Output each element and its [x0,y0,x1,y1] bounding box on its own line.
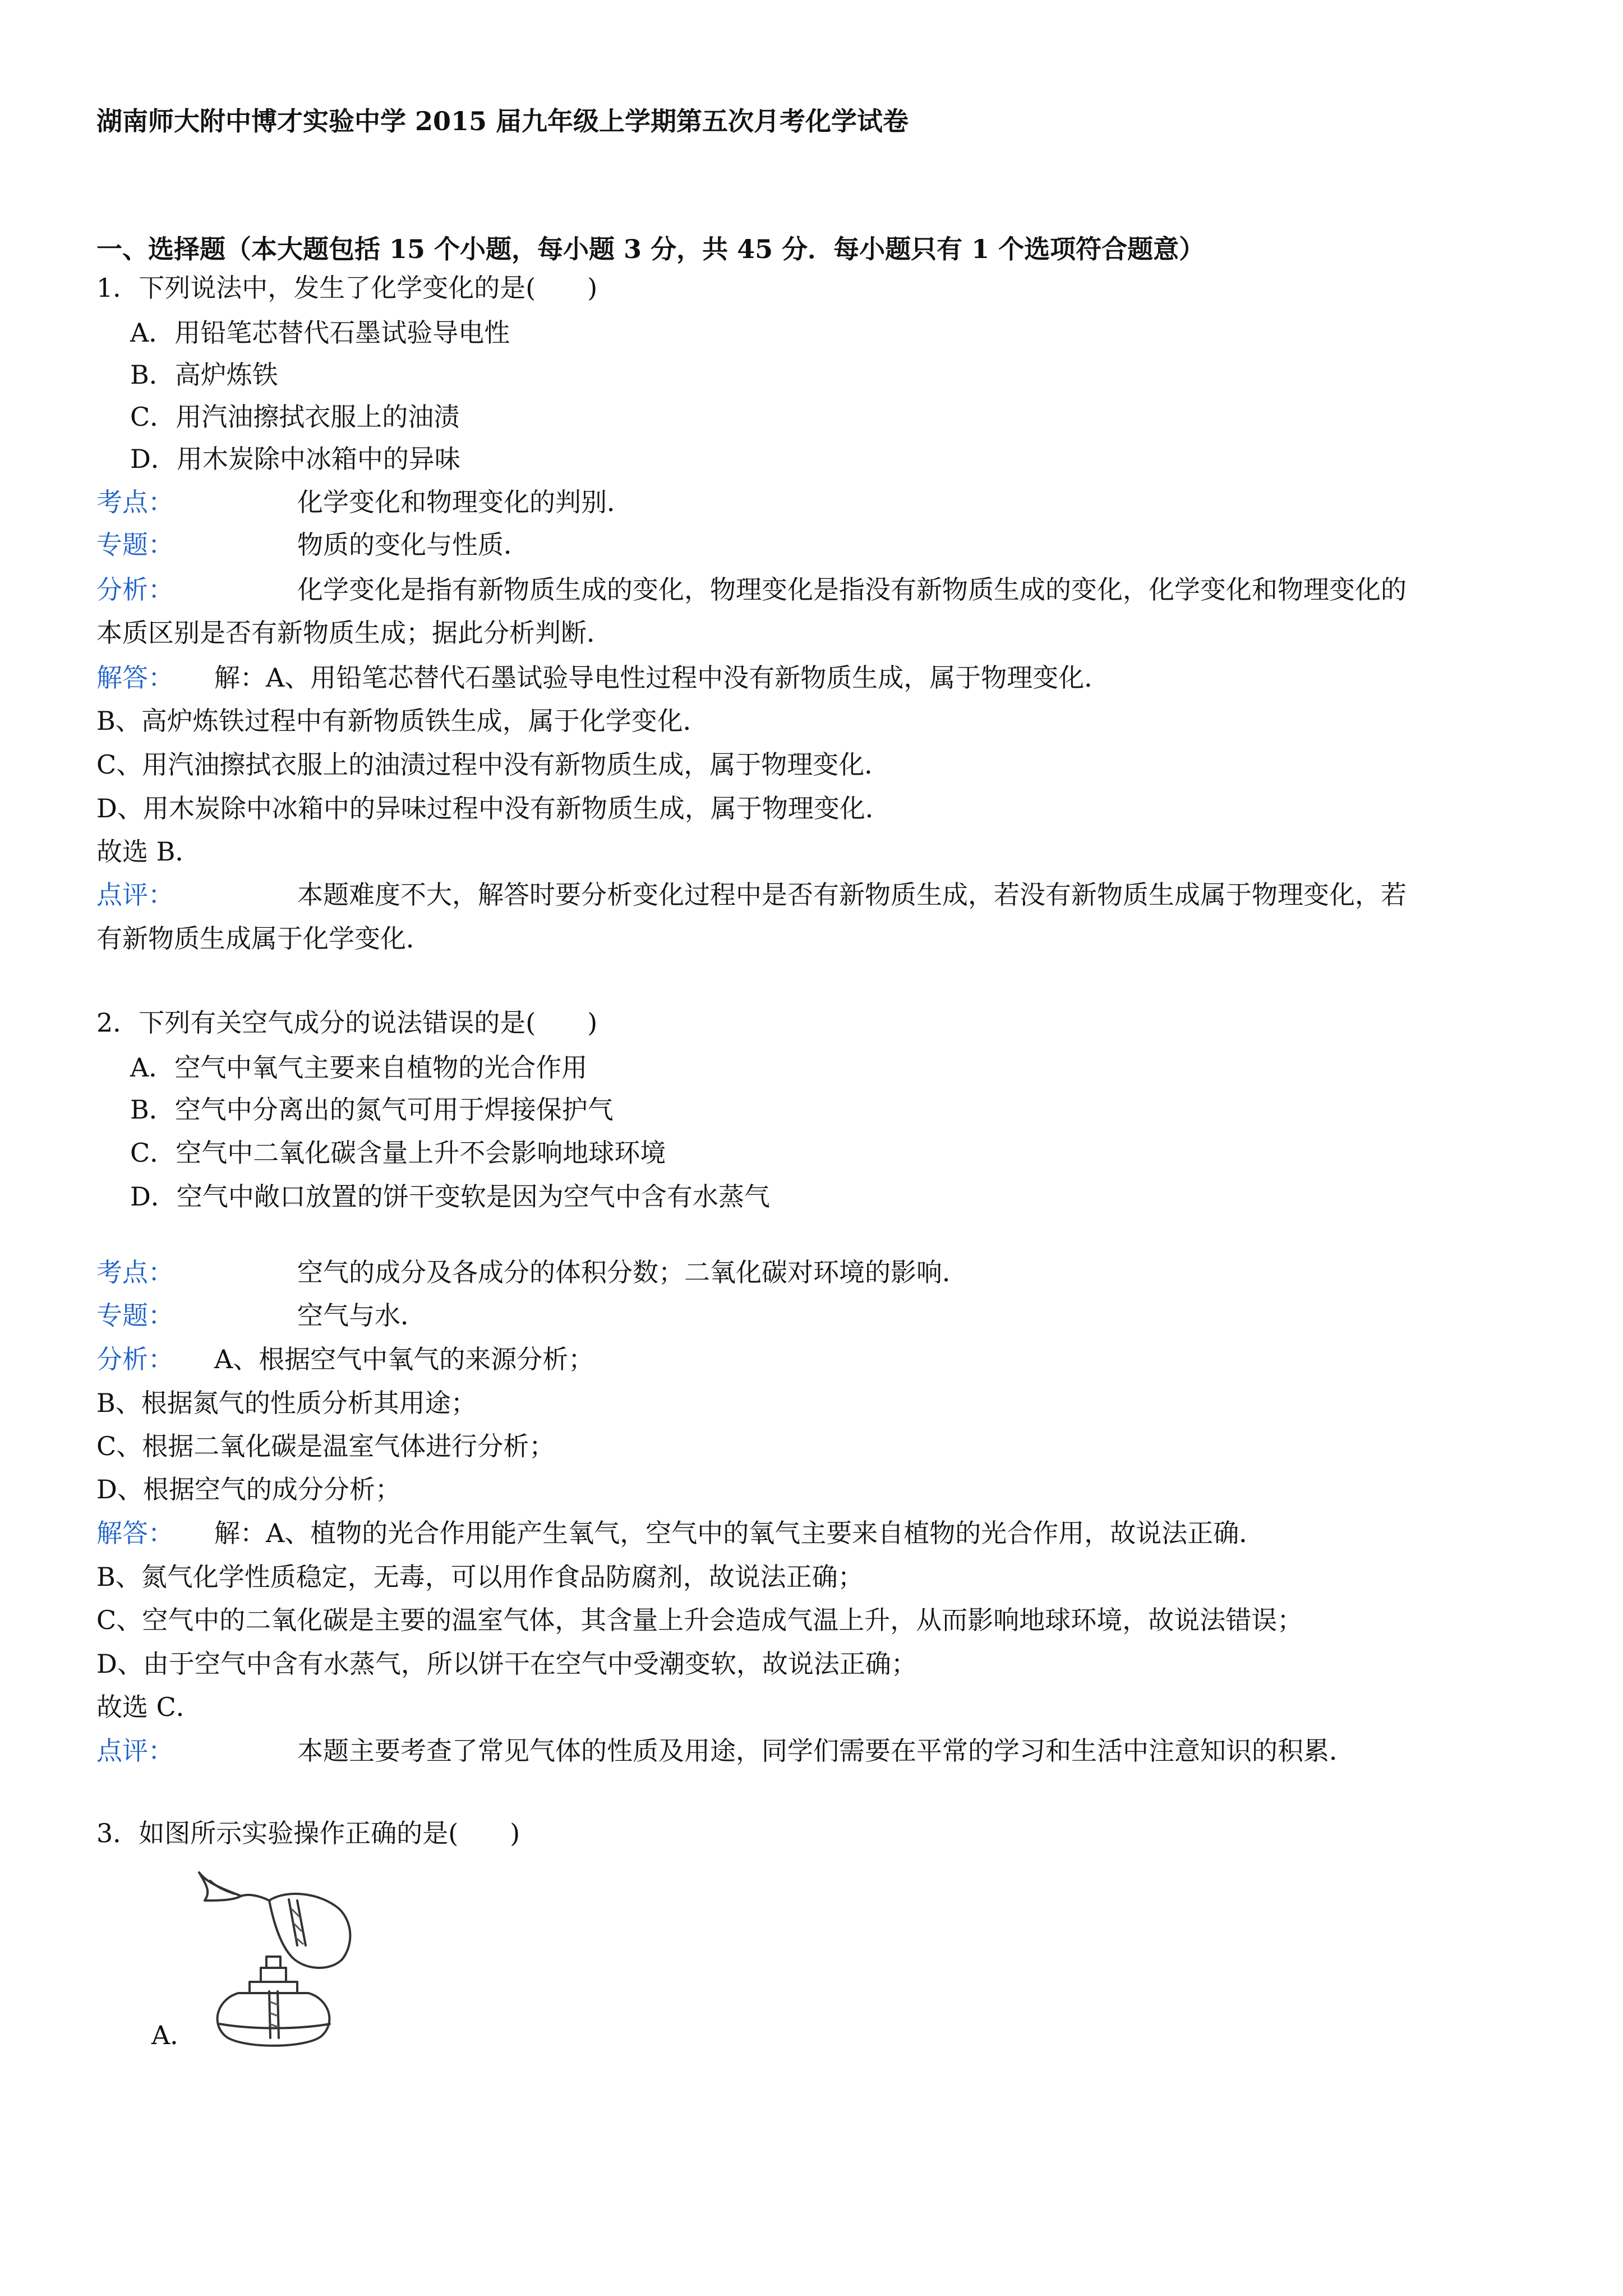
q2-kaodian-label: 考点： [96,1257,174,1287]
exam-title: 湖南师大附中博才实验中学 2015 届九年级上学期第五次月考化学试卷 [96,106,909,136]
q1-zhuanti-label: 专题： [96,530,174,560]
q2-jieda-label: 解答： [96,1518,174,1548]
q2-dianping-label: 点评： [96,1736,174,1766]
q2-jieda-line: C、空气中的二氧化碳是主要的温室气体，其含量上升会造成气温上升，从而影响地球环境，故说法错误； [96,1605,1303,1635]
q2-option-a: A．空气中氧气主要来自植物的光合作用 [130,1052,588,1083]
q2-kaodian: 空气的成分及各成分的体积分数；二氧化碳对环境的影响． [297,1257,968,1287]
q3-stem: 3．如图所示实验操作正确的是( ) [96,1818,520,1848]
q2-fenxi-label: 分析： [96,1344,174,1374]
q1-option-c: C．用汽油擦拭衣服上的油渍 [130,402,460,432]
section-header: 一、选择题（本大题包括 15 个小题，每小题 3 分，共 45 分．每小题只有 1 个选项符合题意） [96,234,1205,264]
q2-jieda-line: 故选 C． [96,1692,202,1722]
q2-fenxi-line: D、根据空气的成分分析； [96,1474,401,1504]
q2-stem: 2．下列有关空气成分的说法错误的是( ) [96,1007,598,1038]
q2-fenxi-line: B、根据氮气的性质分析其用途； [96,1388,477,1418]
alcohol-lamp-illustration [185,1861,365,2055]
q1-dianping-label: 点评： [96,880,174,910]
q1-option-b: B．高炉炼铁 [130,360,278,390]
q2-dianping: 本题主要考查了常见气体的性质及用途，同学们需要在平常的学习和生活中注意知识的积累． [297,1736,1355,1766]
q1-fenxi-line2: 本质区别是否有新物质生成；据此分析判断． [96,618,612,648]
q1-jieda-line1: 解：A、用铅笔芯替代石墨试验导电性过程中没有新物质生成，属于物理变化． [214,662,1110,693]
q1-fenxi-line1: 化学变化是指有新物质生成的变化，物理变化是指没有新物质生成的变化，化学变化和物理变化的 [297,574,1407,605]
q1-jieda-line: B、高炉炼铁过程中有新物质铁生成，属于化学变化． [96,706,709,736]
q2-fenxi-line1: A、根据空气中氧气的来源分析； [214,1344,594,1374]
q1-kaodian: 化学变化和物理变化的判别． [297,487,633,517]
q1-jieda-line: D、用木炭除中冰箱中的异味过程中没有新物质生成，属于物理变化． [96,793,891,823]
q1-stem: 1．下列说法中，发生了化学变化的是( ) [96,273,598,303]
q1-fenxi-label: 分析： [96,574,174,605]
q1-jieda-line: 故选 B． [96,836,201,867]
q1-kaodian-label: 考点： [96,487,174,517]
q1-jieda-label: 解答： [96,662,174,693]
q2-jieda-line: B、氮气化学性质稳定，无毒，可以用作食品防腐剂，故说法正确； [96,1562,864,1592]
q2-zhuanti: 空气与水． [297,1300,426,1331]
q1-option-a: A．用铅笔芯替代石墨试验导电性 [130,318,510,348]
q2-option-c: C．空气中二氧化碳含量上升不会影响地球环境 [130,1138,666,1168]
q3-option-a: A． [151,2020,196,2050]
q1-option-d: D．用木炭除中冰箱中的异味 [130,444,460,474]
q1-dianping-line2: 有新物质生成属于化学变化． [96,923,432,954]
q1-zhuanti: 物质的变化与性质． [297,530,529,560]
q2-fenxi-line: C、根据二氧化碳是温室气体进行分析； [96,1431,555,1461]
q2-option-d: D．空气中敞口放置的饼干变软是因为空气中含有水蒸气 [130,1181,770,1212]
q1-jieda-line: C、用汽油擦拭衣服上的油渍过程中没有新物质生成，属于物理变化． [96,749,891,780]
q2-option-b: B．空气中分离出的氮气可用于焊接保护气 [130,1094,614,1125]
q1-dianping-line1: 本题难度不大，解答时要分析变化过程中是否有新物质生成，若没有新物质生成属于物理变化，若 [297,880,1407,910]
q2-jieda-line: D、由于空气中含有水蒸气，所以饼干在空气中受潮变软，故说法正确； [96,1649,917,1679]
q2-zhuanti-label: 专题： [96,1300,174,1331]
q2-jieda-line1: 解：A、植物的光合作用能产生氧气，空气中的氧气主要来自植物的光合作用，故说法正确． [214,1518,1265,1548]
